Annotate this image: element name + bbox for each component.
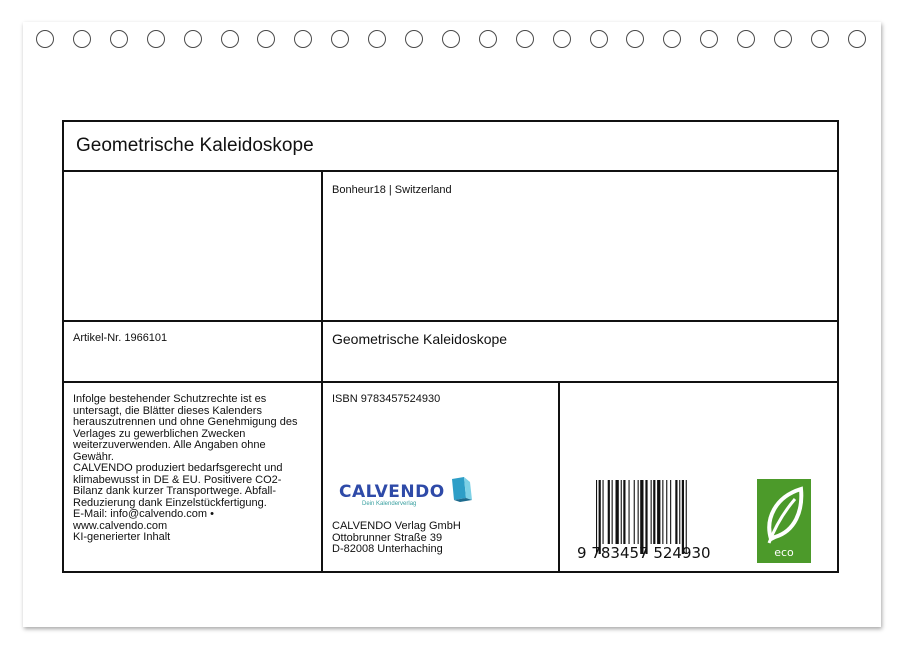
binding-ring [405, 30, 423, 48]
legal-line: Bilanz dank kurzer Transportwege. Abfall- [73, 485, 276, 497]
binding-ring [368, 30, 386, 48]
divider-vertical-right [558, 381, 560, 573]
binding-ring [331, 30, 349, 48]
legal-line: KI-generierter Inhalt [73, 531, 171, 543]
binding-ring [442, 30, 460, 48]
calvendo-flag-icon [450, 476, 474, 502]
legal-line: CALVENDO produziert bedarfsgerecht und [73, 462, 283, 474]
barcode-bar [653, 480, 655, 544]
legal-line: E-Mail: info@calvendo.com • [73, 508, 214, 520]
barcode-bar [634, 480, 635, 544]
legal-line: Reduzierung dank Einzelstückfertigung. [73, 496, 267, 509]
article-title: Geometrische Kaleidoskope [332, 331, 508, 347]
calvendo-tagline: Dein Kalenderverlag [362, 501, 417, 507]
binding-ring [184, 30, 202, 48]
binding-ring [479, 30, 497, 48]
barcode-bar [675, 480, 677, 544]
barcode-bar [603, 480, 604, 544]
binding-ring [110, 30, 128, 48]
divider-title [64, 170, 837, 172]
calvendo-logo-word: CALVENDO [339, 482, 445, 502]
binding-ring [626, 30, 644, 48]
barcode-bar [662, 480, 663, 544]
binding-ring [73, 30, 91, 48]
legal-line: Infolge bestehender Schutzrechte ist es [73, 393, 267, 405]
publisher-city: D-82008 Unterhaching [332, 543, 443, 555]
eco-badge [757, 479, 811, 563]
binding-ring [147, 30, 165, 48]
barcode-bar [640, 480, 643, 554]
binding-ring [516, 30, 534, 48]
barcode-bar [682, 480, 684, 554]
binding-ring [663, 30, 681, 48]
publisher-address [332, 521, 461, 556]
barcode-bar [666, 480, 667, 544]
leaf-icon [757, 479, 811, 549]
barcode-bar [608, 480, 610, 544]
barcode-bar [670, 480, 671, 544]
barcode-bar [612, 480, 613, 544]
binding-ring [774, 30, 792, 48]
barcode-bar [645, 480, 647, 554]
barcode-bar [686, 480, 687, 554]
binding-ring [700, 30, 718, 48]
barcode-bar [621, 480, 622, 544]
legal-line: herauszutrennen und ohne Genehmigung des [73, 416, 298, 428]
legal-line: untersagt, die Blätter dieses Kalenders [73, 404, 262, 417]
barcode-bar [651, 480, 652, 544]
publisher-name: CALVENDO Verlag GmbH [332, 520, 461, 532]
binding-ring [257, 30, 275, 48]
divider-vertical-left [321, 170, 323, 573]
publisher-street: Ottobrunner Straße 39 [332, 531, 443, 544]
barcode-bar [596, 480, 597, 554]
barcode-digits: 9 783457 524930 [577, 544, 711, 562]
binding-ring [737, 30, 755, 48]
legal-line: www.calvendo.com [73, 519, 168, 532]
binding-rings [0, 30, 902, 56]
legal-line: weiterzuverwenden. Alle Angaben ohne [73, 439, 266, 451]
binding-ring [553, 30, 571, 48]
barcode-bar [629, 480, 630, 544]
binding-ring [590, 30, 608, 48]
legal-notice [73, 394, 318, 544]
binding-ring [848, 30, 866, 48]
photographer-credit: Bonheur18 | Switzerland [332, 184, 452, 196]
divider-bottom [64, 381, 837, 383]
info-frame [62, 120, 839, 573]
legal-line: Verlages zu gewerblichen Zwecken [73, 427, 246, 440]
isbn-text: ISBN 9783457524930 [332, 393, 441, 405]
binding-ring [294, 30, 312, 48]
barcode-bar [679, 480, 680, 544]
legal-line: klimabewusst in DE & EU. Positivere CO2- [73, 473, 282, 486]
page-title: Geometrische Kaleidoskope [76, 135, 314, 156]
legal-line: Gewähr. [73, 450, 114, 463]
binding-ring [36, 30, 54, 48]
binding-ring [221, 30, 239, 48]
barcode-bar [599, 480, 601, 554]
barcode-bar [638, 480, 639, 544]
calvendo-logo [339, 476, 474, 507]
barcode-bar [623, 480, 625, 544]
eco-label: eco [774, 546, 794, 559]
divider-article [64, 320, 837, 322]
barcode-bar [657, 480, 660, 544]
barcode-bar [616, 480, 619, 544]
article-number: Artikel-Nr. 1966101 [73, 332, 168, 344]
binding-ring [811, 30, 829, 48]
